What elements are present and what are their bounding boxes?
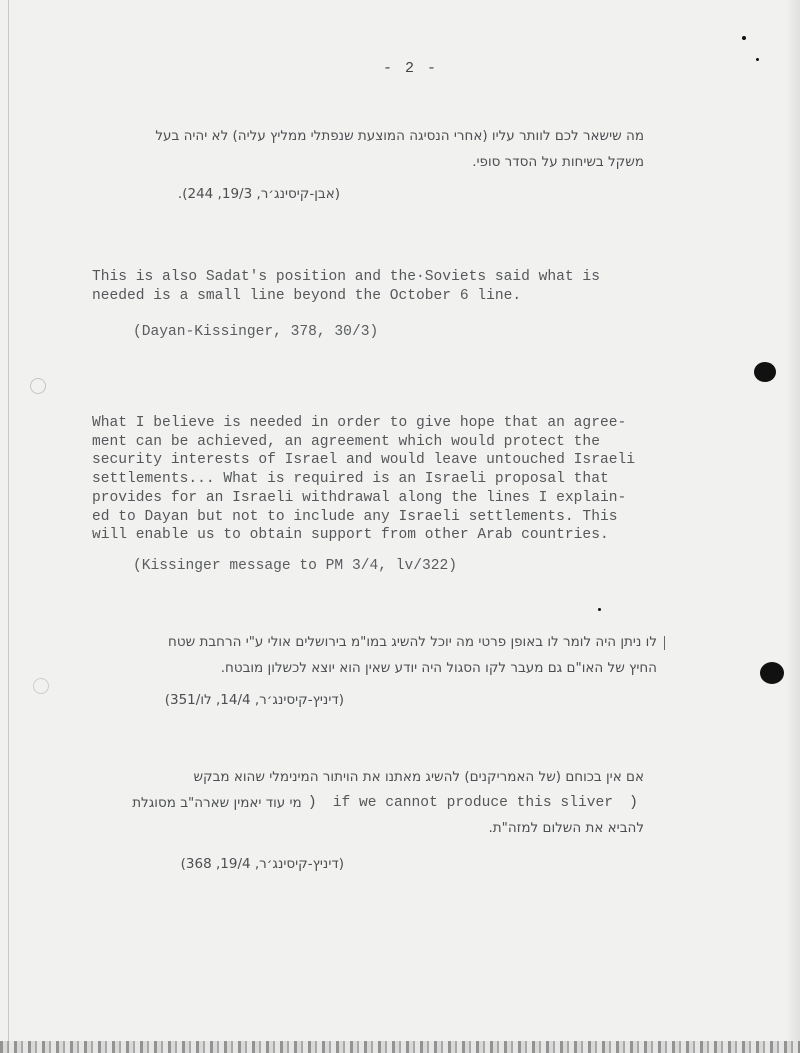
ink-speck <box>598 608 601 611</box>
scan-left-edge <box>8 0 9 1053</box>
punch-hole-mark <box>30 378 46 394</box>
scan-bottom-edge <box>0 1041 800 1053</box>
hebrew-paragraph-line: אם אין בכוחם (של האמריקנים) להשיג מאתנו את הויתור המינימלי שהוא מבקש <box>193 769 644 785</box>
english-quote: What I believe is needed in order to give hope that an agree- ment can be achieved, an agreement which would protect the security interests of Israel and would leave untouched Israeli settlements... What is required is an Israeli proposal that provides for an Israeli withdrawal along the lines I explain- ed to Dayan but not to include any Israeli settlements. This will enable us to obtain support from other Arab countries. <box>92 415 635 544</box>
hebrew-paragraph-line: להביא את השלום למזה"ת. <box>488 820 644 836</box>
english-citation: (Kissinger message to PM 3/4, lv/322) <box>133 558 458 574</box>
page-number: - 2 - <box>383 60 439 77</box>
hebrew-citation: (אבן-קיסינג׳ר, 19/3, 244). <box>177 186 340 202</box>
ink-blot <box>754 362 776 382</box>
margin-mark <box>664 636 665 650</box>
punch-hole-mark <box>33 678 49 694</box>
ink-blot <box>760 662 784 684</box>
hebrew-citation: (דיניץ-קיסינג׳ר, 14/4, לו/351) <box>164 692 344 708</box>
ink-speck <box>756 58 759 61</box>
hebrew-fragment: מי עוד יאמין שארה"ב מסוגלת <box>132 794 302 811</box>
scan-right-edge <box>786 0 800 1053</box>
english-fragment: if we cannot produce this sliver <box>332 794 613 811</box>
hebrew-paragraph-line: משקל בשיחות על הסדר סופי. <box>472 154 644 170</box>
hebrew-paragraph-line: החיץ של האו"ם גם מעבר לקו הסגול היה יודע שאין הוא יוצא לכשלון מובטח. <box>220 660 657 676</box>
paren-mark: ) <box>628 794 638 811</box>
hebrew-paragraph-line: לו ניתן היה לומר לו באופן פרטי מה יוכל להשיג במו"מ בירושלים אולי ע"י הרחבת שטח <box>168 634 657 650</box>
english-citation: (Dayan-Kissinger, 378, 30/3) <box>133 324 379 340</box>
hebrew-paragraph-line: מה שישאר לכם לוותר עליו (אחרי הנסיגה המוצעת שנפתלי ממליץ עליה) לא יהיה בעל <box>155 128 644 144</box>
mixed-language-line <box>132 794 644 811</box>
ink-speck <box>742 36 746 40</box>
english-quote: This is also Sadat's position and the·Soviets said what is needed is a small line beyond the October 6 line. <box>92 269 600 304</box>
paren-mark: ) <box>307 794 317 811</box>
hebrew-citation: (דיניץ-קיסינג׳ר, 19/4, 368) <box>180 856 344 872</box>
